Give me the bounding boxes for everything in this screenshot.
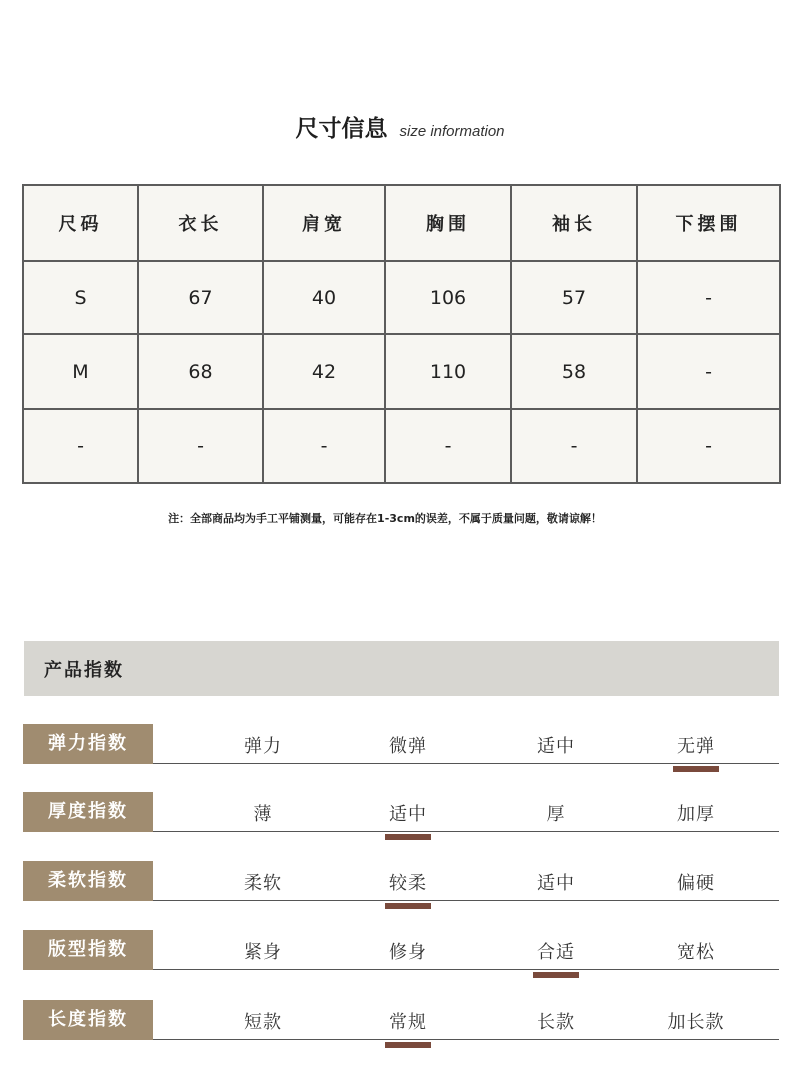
- index-option: [496, 869, 616, 895]
- row-divider: [153, 831, 779, 832]
- table-cell: -: [511, 409, 637, 483]
- index-row: [23, 861, 779, 901]
- index-row-label: 厚度指数: [23, 792, 153, 832]
- index-option-label: 常规: [389, 1012, 427, 1033]
- index-option-label: 修身: [389, 942, 427, 963]
- table-cell: M: [23, 334, 138, 409]
- table-cell: -: [637, 261, 780, 334]
- table-cell: -: [263, 409, 385, 483]
- index-option: [203, 938, 323, 964]
- table-row: [23, 261, 780, 334]
- index-option-label: 加厚: [677, 804, 715, 825]
- index-option-label: 长款: [537, 1012, 575, 1033]
- index-option: [496, 800, 616, 826]
- header-cell: 下摆围: [637, 185, 780, 261]
- table-cell: 68: [138, 334, 263, 409]
- index-option-label: 薄: [253, 804, 273, 825]
- table-cell: -: [138, 409, 263, 483]
- table-row: [23, 409, 780, 483]
- product-index-header: [24, 641, 779, 696]
- index-option-label: 微弹: [389, 736, 427, 757]
- index-option-label: 弹力: [244, 736, 282, 757]
- index-option: [636, 1008, 756, 1034]
- index-option-label: 适中: [537, 736, 575, 757]
- index-row-label: 弹力指数: [23, 724, 153, 764]
- index-option-label: 较柔: [389, 873, 427, 894]
- row-divider: [153, 763, 779, 764]
- title-sub: size information: [399, 123, 505, 140]
- index-option: [636, 938, 756, 964]
- index-row: [23, 792, 779, 832]
- size-table-header: [23, 185, 780, 261]
- index-option: [203, 732, 323, 758]
- index-option-label: 偏硬: [677, 873, 715, 894]
- header-cell: 衣长: [138, 185, 263, 261]
- index-row: [23, 930, 779, 970]
- table-cell: 42: [263, 334, 385, 409]
- table-cell: S: [23, 261, 138, 334]
- index-option: [348, 732, 468, 758]
- index-row-label: 版型指数: [23, 930, 153, 970]
- index-option-label: 宽松: [677, 942, 715, 963]
- index-option-label: 适中: [389, 804, 427, 825]
- index-row: [23, 724, 779, 764]
- table-cell: 67: [138, 261, 263, 334]
- index-option: [636, 869, 756, 895]
- index-row-label: 长度指数: [23, 1000, 153, 1040]
- table-cell: -: [23, 409, 138, 483]
- table-cell: 58: [511, 334, 637, 409]
- header-cell: 袖长: [511, 185, 637, 261]
- selected-marker: [385, 834, 431, 840]
- table-cell: 57: [511, 261, 637, 334]
- table-cell: -: [637, 334, 780, 409]
- row-divider: [153, 900, 779, 901]
- table-cell: 110: [385, 334, 511, 409]
- index-option: [636, 732, 756, 758]
- index-row: [23, 1000, 779, 1040]
- selected-marker: [385, 903, 431, 909]
- row-divider: [153, 1039, 779, 1040]
- measurement-note: 注：全部商品均为手工平铺测量，可能存在1-3cm的误差，不属于质量问题，敬请谅解！: [168, 512, 602, 525]
- size-table: [22, 184, 781, 484]
- index-row-label: 柔软指数: [23, 861, 153, 901]
- index-option: [496, 732, 616, 758]
- table-cell: 106: [385, 261, 511, 334]
- table-row: [23, 334, 780, 409]
- table-cell: 40: [263, 261, 385, 334]
- index-option: [348, 800, 468, 826]
- index-option-label: 柔软: [244, 873, 282, 894]
- header-cell: 尺码: [23, 185, 138, 261]
- index-option-label: 厚: [546, 804, 566, 825]
- selected-marker: [673, 766, 719, 772]
- index-option: [203, 869, 323, 895]
- selected-marker: [385, 1042, 431, 1048]
- table-cell: -: [637, 409, 780, 483]
- product-index-title: 产品指数: [44, 660, 124, 681]
- page-title: [0, 110, 800, 143]
- table-cell: -: [385, 409, 511, 483]
- index-option-label: 短款: [244, 1012, 282, 1033]
- header-cell: 胸围: [385, 185, 511, 261]
- index-option: [496, 938, 616, 964]
- index-option: [348, 869, 468, 895]
- index-option: [348, 938, 468, 964]
- index-option: [636, 800, 756, 826]
- index-option: [348, 1008, 468, 1034]
- index-option-label: 无弹: [677, 736, 715, 757]
- index-option: [496, 1008, 616, 1034]
- index-option-label: 适中: [537, 873, 575, 894]
- index-option-label: 紧身: [244, 942, 282, 963]
- row-divider: [153, 969, 779, 970]
- title-main: 尺寸信息: [295, 116, 388, 142]
- index-option-label: 合适: [537, 942, 575, 963]
- index-option-label: 加长款: [667, 1012, 725, 1033]
- header-cell: 肩宽: [263, 185, 385, 261]
- index-option: [203, 1008, 323, 1034]
- index-option: [203, 800, 323, 826]
- selected-marker: [533, 972, 579, 978]
